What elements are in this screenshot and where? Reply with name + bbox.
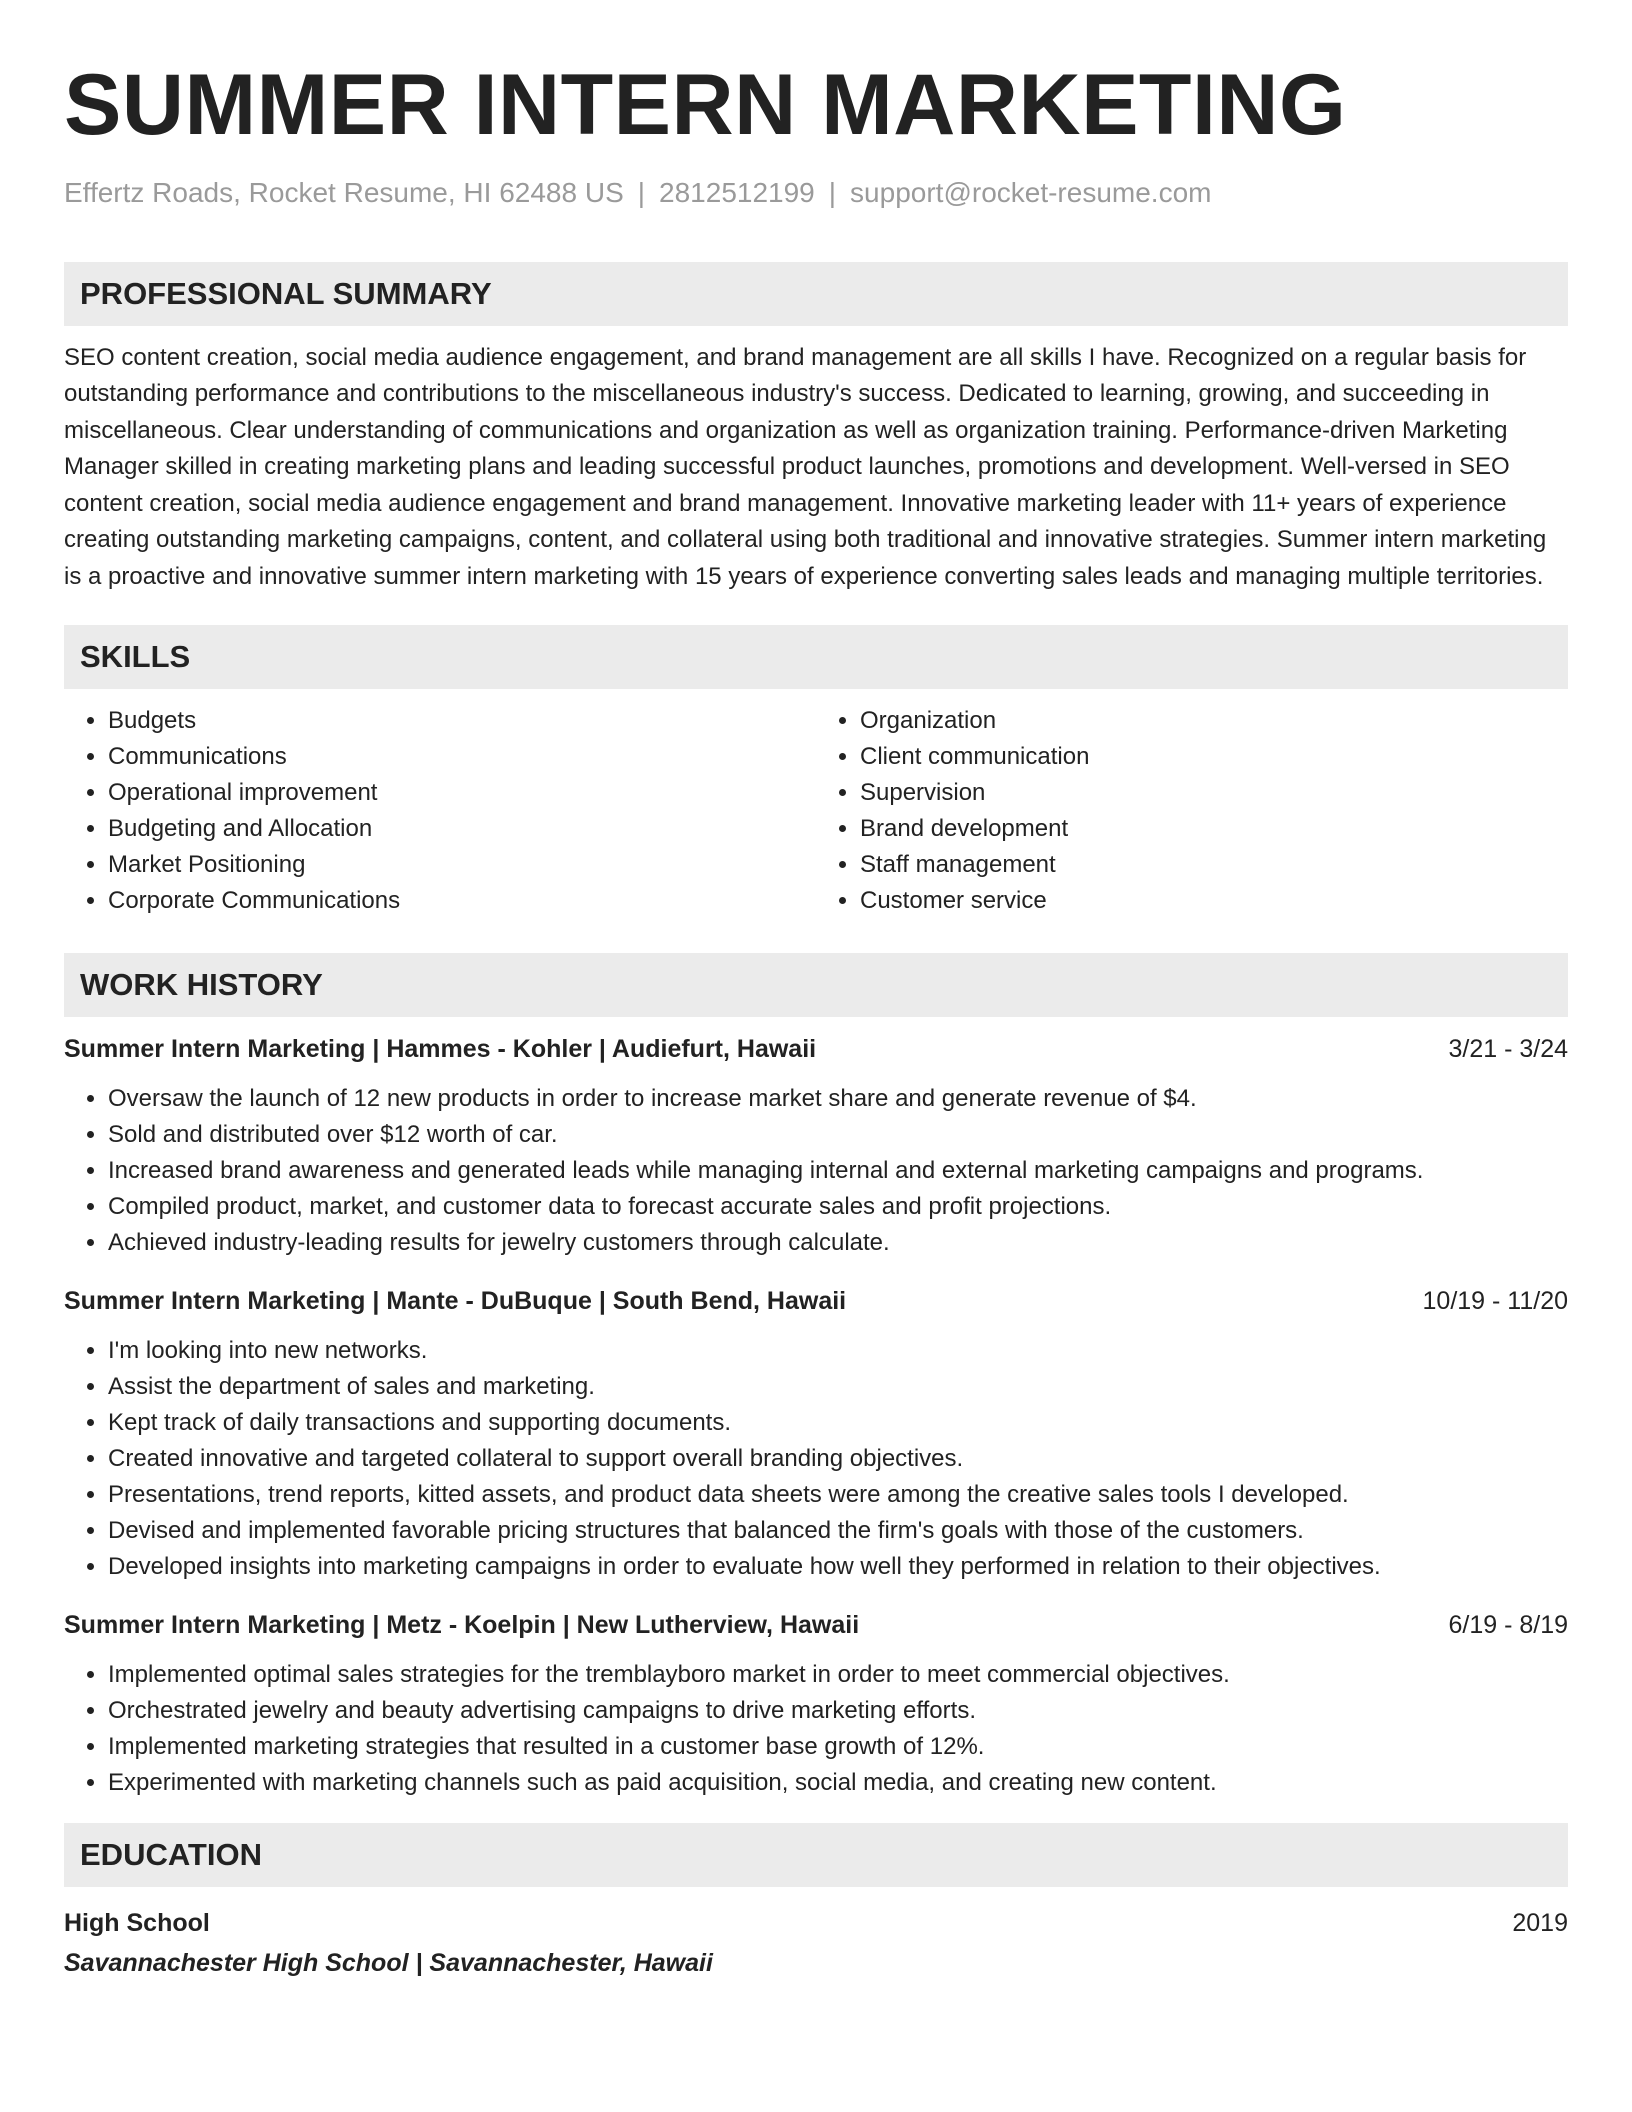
education-year: 2019 bbox=[1512, 1909, 1568, 1938]
separator: | bbox=[828, 177, 837, 208]
job-title: Summer Intern Marketing | Metz - Koelpin | New Lutherview, Hawaii bbox=[64, 1611, 860, 1640]
job-bullet: • Experimented with marketing channels such as paid acquisition, social media, and creating new content. bbox=[108, 1765, 1568, 1801]
email: support@rocket-resume.com bbox=[850, 177, 1212, 208]
job-bullet: • Implemented marketing strategies that resulted in a customer base growth of 12%. bbox=[108, 1729, 1568, 1765]
job-entry bbox=[64, 1607, 1568, 1801]
section-heading-education: EDUCATION bbox=[64, 1823, 1568, 1887]
job-bullet: • I'm looking into new networks. bbox=[108, 1333, 1568, 1369]
education-school: Savannachester High School | Savannachester, Hawaii bbox=[64, 1949, 713, 1978]
skill-item: • Budgets bbox=[108, 703, 816, 739]
skills-column-right bbox=[816, 703, 1568, 919]
job-bullet: • Implemented optimal sales strategies for the tremblayboro market in order to meet commercial objectives. bbox=[108, 1657, 1568, 1693]
phone: 2812512199 bbox=[659, 177, 815, 208]
job-entry bbox=[64, 1283, 1568, 1585]
job-bullet: • Increased brand awareness and generated leads while managing internal and external marketing campaigns and programs. bbox=[108, 1153, 1568, 1189]
job-title: Summer Intern Marketing | Hammes - Kohler | Audiefurt, Hawaii bbox=[64, 1035, 817, 1064]
skill-item: • Staff management bbox=[860, 847, 1568, 883]
education-header bbox=[64, 1905, 1568, 1941]
job-bullets bbox=[64, 1657, 1568, 1801]
skill-item: • Operational improvement bbox=[108, 775, 816, 811]
job-bullet: • Orchestrated jewelry and beauty advertising campaigns to drive marketing efforts. bbox=[108, 1693, 1568, 1729]
job-bullet: • Created innovative and targeted collateral to support overall branding objectives. bbox=[108, 1441, 1568, 1477]
job-header bbox=[64, 1607, 1568, 1643]
candidate-name: SUMMER INTERN MARKETING bbox=[64, 57, 1347, 153]
job-bullets bbox=[64, 1333, 1568, 1585]
job-bullet: • Oversaw the launch of 12 new products in order to increase market share and generate revenue of $4. bbox=[108, 1081, 1568, 1117]
skill-item: • Budgeting and Allocation bbox=[108, 811, 816, 847]
separator: | bbox=[637, 177, 646, 208]
skill-item: • Brand development bbox=[860, 811, 1568, 847]
address: Effertz Roads, Rocket Resume, HI 62488 US bbox=[64, 177, 624, 208]
education-degree: High School bbox=[64, 1909, 210, 1938]
job-header bbox=[64, 1031, 1568, 1067]
job-dates: 3/21 - 3/24 bbox=[1448, 1035, 1568, 1064]
job-bullet: • Developed insights into marketing campaigns in order to evaluate how well they performed in relation to their objectives. bbox=[108, 1549, 1568, 1585]
skill-item: • Communications bbox=[108, 739, 816, 775]
skill-item: • Corporate Communications bbox=[108, 883, 816, 919]
job-bullets bbox=[64, 1081, 1568, 1261]
contact-line bbox=[64, 176, 1568, 210]
job-bullet: • Kept track of daily transactions and supporting documents. bbox=[108, 1405, 1568, 1441]
skills-grid bbox=[64, 703, 1568, 919]
skill-item: • Market Positioning bbox=[108, 847, 816, 883]
job-bullet: • Sold and distributed over $12 worth of car. bbox=[108, 1117, 1568, 1153]
job-header bbox=[64, 1283, 1568, 1319]
job-dates: 10/19 - 11/20 bbox=[1422, 1287, 1568, 1316]
job-bullet: • Compiled product, market, and customer data to forecast accurate sales and profit projections. bbox=[108, 1189, 1568, 1225]
section-heading-summary: PROFESSIONAL SUMMARY bbox=[64, 262, 1568, 326]
job-entry bbox=[64, 1031, 1568, 1261]
job-bullet: • Presentations, trend reports, kitted assets, and product data sheets were among the creative sales tools I developed. bbox=[108, 1477, 1568, 1513]
skill-item: • Organization bbox=[860, 703, 1568, 739]
job-bullet: • Assist the department of sales and marketing. bbox=[108, 1369, 1568, 1405]
skill-item: • Customer service bbox=[860, 883, 1568, 919]
job-bullet: • Achieved industry-leading results for jewelry customers through calculate. bbox=[108, 1225, 1568, 1261]
job-title: Summer Intern Marketing | Mante - DuBuque | South Bend, Hawaii bbox=[64, 1287, 847, 1316]
skill-item: • Client communication bbox=[860, 739, 1568, 775]
job-bullet: • Devised and implemented favorable pricing structures that balanced the firm's goals with those of the customers. bbox=[108, 1513, 1568, 1549]
skill-item: • Supervision bbox=[860, 775, 1568, 811]
section-heading-work-history: WORK HISTORY bbox=[64, 953, 1568, 1017]
skills-column-left bbox=[64, 703, 816, 919]
section-heading-skills: SKILLS bbox=[64, 625, 1568, 689]
job-dates: 6/19 - 8/19 bbox=[1448, 1611, 1568, 1640]
summary-text: SEO content creation, social media audience engagement, and brand management are all skills I have. Recognized on a regular basis for outstanding performance and contributions to the miscellaneous industry's success. Dedicated to learning, growing, and succeeding in miscellaneous. Clear understanding of communications and organization as well as organization training. Performance-driven Marketing Manager skilled in creating marketing plans and leading successful product launches, promotions and development. Well-versed in SEO content creation, social media audience engagement and brand management. Innovative marketing leader with 11+ years of experience creating outstanding marketing campaigns, content, and collateral using both traditional and innovative strategies. Summer intern marketing is a proactive and innovative summer intern marketing with 15 years of experience converting sales leads and managing multiple territories. bbox=[64, 343, 1547, 590]
